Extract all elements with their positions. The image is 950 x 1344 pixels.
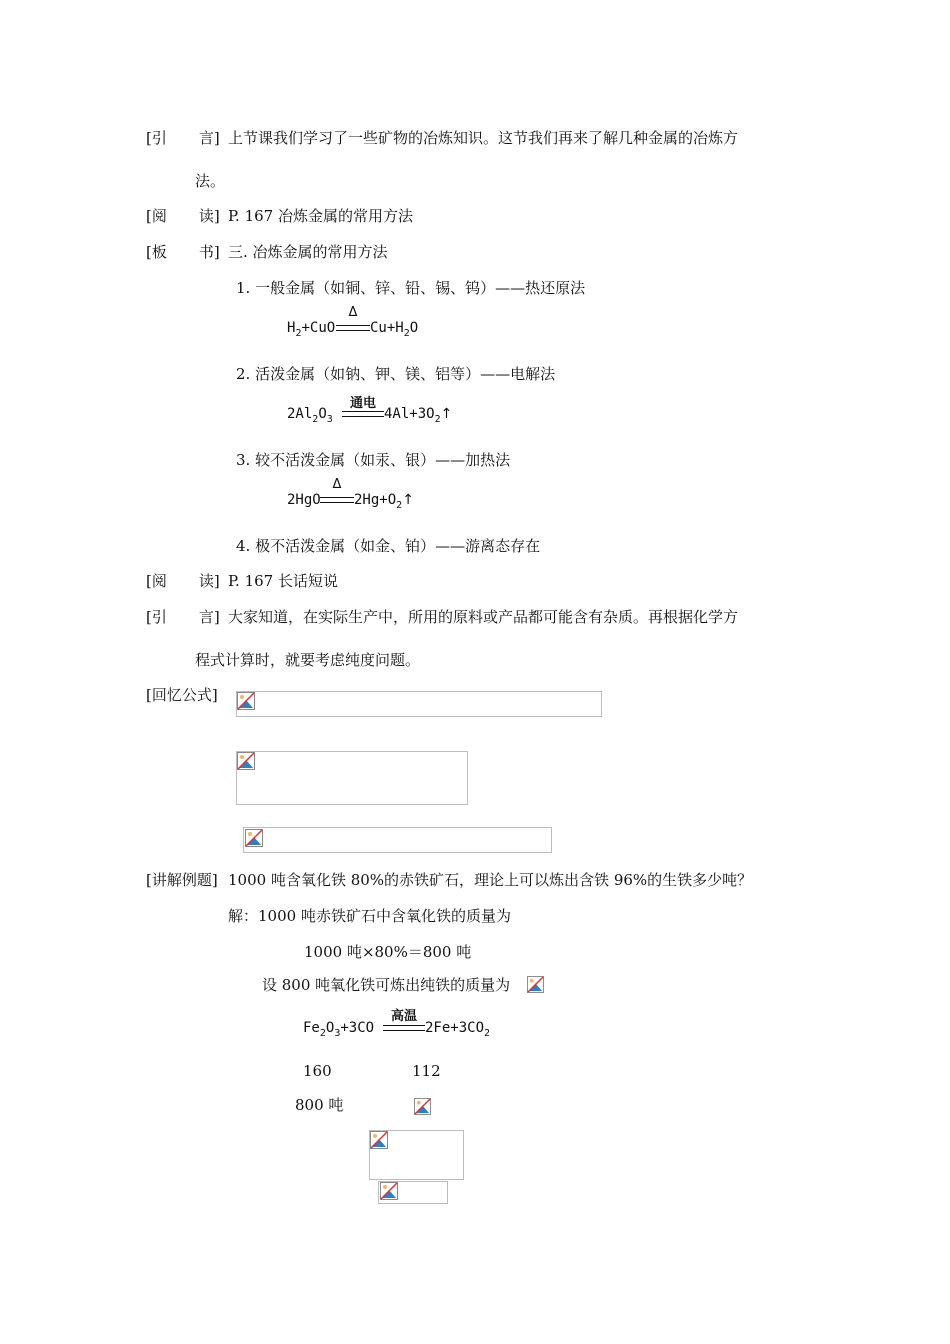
equation-3-right: $2Hg+O_2↑$ <box>354 492 414 511</box>
equation-3-left: 2HgO <box>287 492 321 508</box>
formula-image-3 <box>243 827 552 853</box>
broken-image-icon <box>414 1098 431 1115</box>
formula-image-2 <box>236 751 468 805</box>
example-tag: [讲解例题] <box>146 871 218 889</box>
broken-image-icon <box>380 1182 398 1200</box>
broken-image-icon <box>370 1131 388 1149</box>
board-tag: [板 书] <box>146 243 220 261</box>
broken-image-icon <box>237 692 255 710</box>
equation-1-equals <box>336 325 370 331</box>
formula-image-1 <box>236 691 602 717</box>
intro-text-line1: 上节课我们学习了一些矿物的冶炼知识。这节我们再来了解几种金属的冶炼方 <box>228 129 739 147</box>
molar-mass-160: 160 <box>303 1062 332 1080</box>
equation-1-right: $Cu+H_2O$ <box>370 320 419 339</box>
read-text: P. 167 冶炼金属的常用方法 <box>228 207 413 225</box>
molar-mass-112: 112 <box>412 1062 441 1080</box>
equation-4-equals <box>383 1025 425 1031</box>
equation-1-left: $H_2+CuO$ <box>287 320 336 339</box>
method-item-1: 1. 一般金属（如铜、锌、铅、锡、钨）——热还原法 <box>236 279 586 297</box>
intro-text-line2: 法。 <box>195 172 226 190</box>
recall-tag: [回忆公式] <box>146 686 218 704</box>
equation-4-condition: 高温 <box>390 1009 417 1024</box>
intro2-text-line1: 大家知道，在实际生产中，所用的原料或产品都可能含有杂质。再根据化学方 <box>228 608 739 626</box>
equation-3-equals <box>320 497 354 503</box>
read-text-2: P. 167 长话短说 <box>228 572 338 590</box>
intro2-text-line2: 程式计算时，就要考虑纯度问题。 <box>195 651 421 669</box>
method-item-2: 2. 活泼金属（如钠、钾、镁、铝等）——电解法 <box>236 365 556 383</box>
gas-arrow-icon: ↑ <box>402 492 414 508</box>
equation-2-right: $4Al+3O_2↑$ <box>384 406 453 425</box>
equation-2-condition: 通电 <box>349 396 376 411</box>
equation-2-equals <box>342 411 384 417</box>
broken-image-icon <box>245 829 263 847</box>
intro-tag-2: [引 言] <box>146 608 220 626</box>
read-tag: [阅 读] <box>146 207 220 225</box>
equation-4-right: $2Fe+3CO_2$ <box>425 1020 491 1039</box>
solution-line-3: 设 800 吨氧化铁可炼出纯铁的质量为 <box>262 976 511 994</box>
example-question: 1000 吨含氧化铁 80%的赤铁矿石，理论上可以炼出含铁 96%的生铁多少吨？ <box>228 871 753 889</box>
board-heading: 三. 冶炼金属的常用方法 <box>228 243 388 261</box>
equation-2-left: $2Al_2O_3$ <box>287 406 333 425</box>
broken-image-icon <box>237 752 255 770</box>
gas-arrow-icon: ↑ <box>440 406 453 422</box>
equation-3-condition: Δ <box>332 477 342 492</box>
intro-tag: [引 言] <box>146 129 220 147</box>
mass-800: 800 吨 <box>295 1096 344 1114</box>
equation-4-left: $Fe_2O_3+3CO$ <box>303 1020 375 1039</box>
broken-image-icon <box>527 976 544 993</box>
method-item-3: 3. 较不活泼金属（如汞、银）——加热法 <box>236 451 511 469</box>
method-item-4: 4. 极不活泼金属（如金、铂）——游离态存在 <box>236 537 541 555</box>
solution-line-1: 解：1000 吨赤铁矿石中含氧化铁的质量为 <box>228 907 511 925</box>
equation-1-condition: Δ <box>348 305 358 320</box>
read-tag-2: [阅 读] <box>146 572 220 590</box>
solution-line-2: 1000 吨×80%＝800 吨 <box>304 943 472 961</box>
